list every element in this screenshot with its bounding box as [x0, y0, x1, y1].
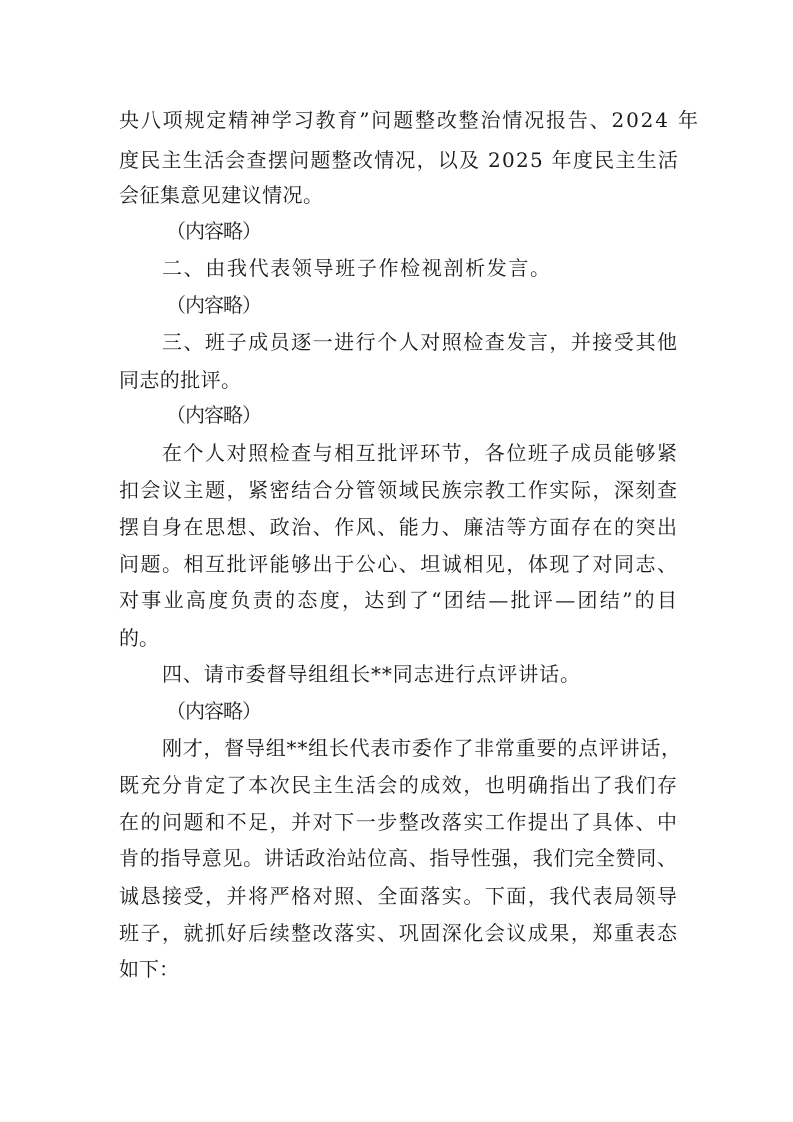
paragraph-text: 的。: [119, 626, 159, 650]
paragraph-text: 摆自身在思想、政治、作风、能力、廉洁等方面存在的突出: [119, 515, 679, 539]
paragraph-text: 对事业高度负责的态度，达到了“团结—批评—团结”的目: [119, 588, 680, 612]
paragraph-line: [0, 213, 793, 249]
paragraph-line: [0, 693, 793, 729]
paragraph-text: 会征集意见建议情况。: [119, 183, 324, 207]
paragraph-line: [0, 656, 793, 692]
paragraph-line: [0, 730, 793, 766]
paragraph-line: [0, 509, 793, 545]
content-omitted-note: （内容略）: [166, 293, 261, 317]
section-heading: 三、班子成员逐一进行个人对照检查发言，并接受其他: [162, 330, 679, 354]
paragraph-text: 如下：: [119, 957, 179, 981]
paragraph-line: [0, 250, 793, 286]
paragraph-line: [0, 397, 793, 433]
paragraph-line: [0, 472, 793, 508]
paragraph-line: [0, 620, 793, 656]
paragraph-text: 问题。相互批评能够出于公心、坦诚相见，体现了对同志、: [119, 552, 679, 576]
section-heading: 同志的批评。: [119, 368, 242, 392]
paragraph-line: [0, 767, 793, 803]
paragraph-text: 度民主生活会查摆问题整改情况，以及 2025 年度民主生活: [119, 148, 680, 172]
section-heading: 二、由我代表领导班子作检视剖析发言。: [162, 256, 552, 280]
paragraph-text: 肯的指导意见。讲话政治站位高、指导性强，我们完全赞同、: [119, 846, 678, 870]
paragraph-line: [0, 435, 793, 471]
paragraph-line: [0, 177, 793, 213]
paragraph-line: [0, 362, 793, 398]
content-omitted-note: （内容略）: [166, 403, 261, 427]
paragraph-line: [0, 582, 793, 618]
paragraph-text: 央八项规定精神学习教育”问题整改整治情况报告、2024 年: [119, 108, 700, 132]
paragraph-line: [0, 142, 793, 178]
paragraph-line: [0, 878, 793, 914]
paragraph-text: 在个人对照检查与相互批评环节，各位班子成员能够紧: [162, 441, 679, 465]
content-omitted-note: （内容略）: [166, 219, 261, 243]
paragraph-text: 在的问题和不足，并对下一步整改落实工作提出了具体、中: [119, 810, 679, 834]
paragraph-text: 扣会议主题，紧密结合分管领域民族宗教工作实际，深刻查: [119, 478, 679, 502]
paragraph-text: 刚才，督导组**组长代表市委作了非常重要的点评讲话，: [162, 736, 682, 760]
paragraph-line: [0, 287, 793, 323]
paragraph-line: [0, 804, 793, 840]
paragraph-line: [0, 840, 793, 876]
paragraph-text: 班子，就抓好后续整改落实、巩固深化会议成果，郑重表态: [119, 921, 679, 945]
paragraph-line: [0, 951, 793, 987]
paragraph-text: 诚恳接受，并将严格对照、全面落实。下面，我代表局领导: [119, 884, 679, 908]
paragraph-line: [0, 102, 793, 138]
section-heading: 四、请市委督导组组长**同志进行点评讲话。: [162, 662, 581, 686]
paragraph-line: [0, 324, 793, 360]
paragraph-text: 既充分肯定了本次民主生活会的成效，也明确指出了我们存: [119, 773, 679, 797]
paragraph-line: [0, 546, 793, 582]
content-omitted-note: （内容略）: [166, 699, 261, 723]
paragraph-line: [0, 915, 793, 951]
